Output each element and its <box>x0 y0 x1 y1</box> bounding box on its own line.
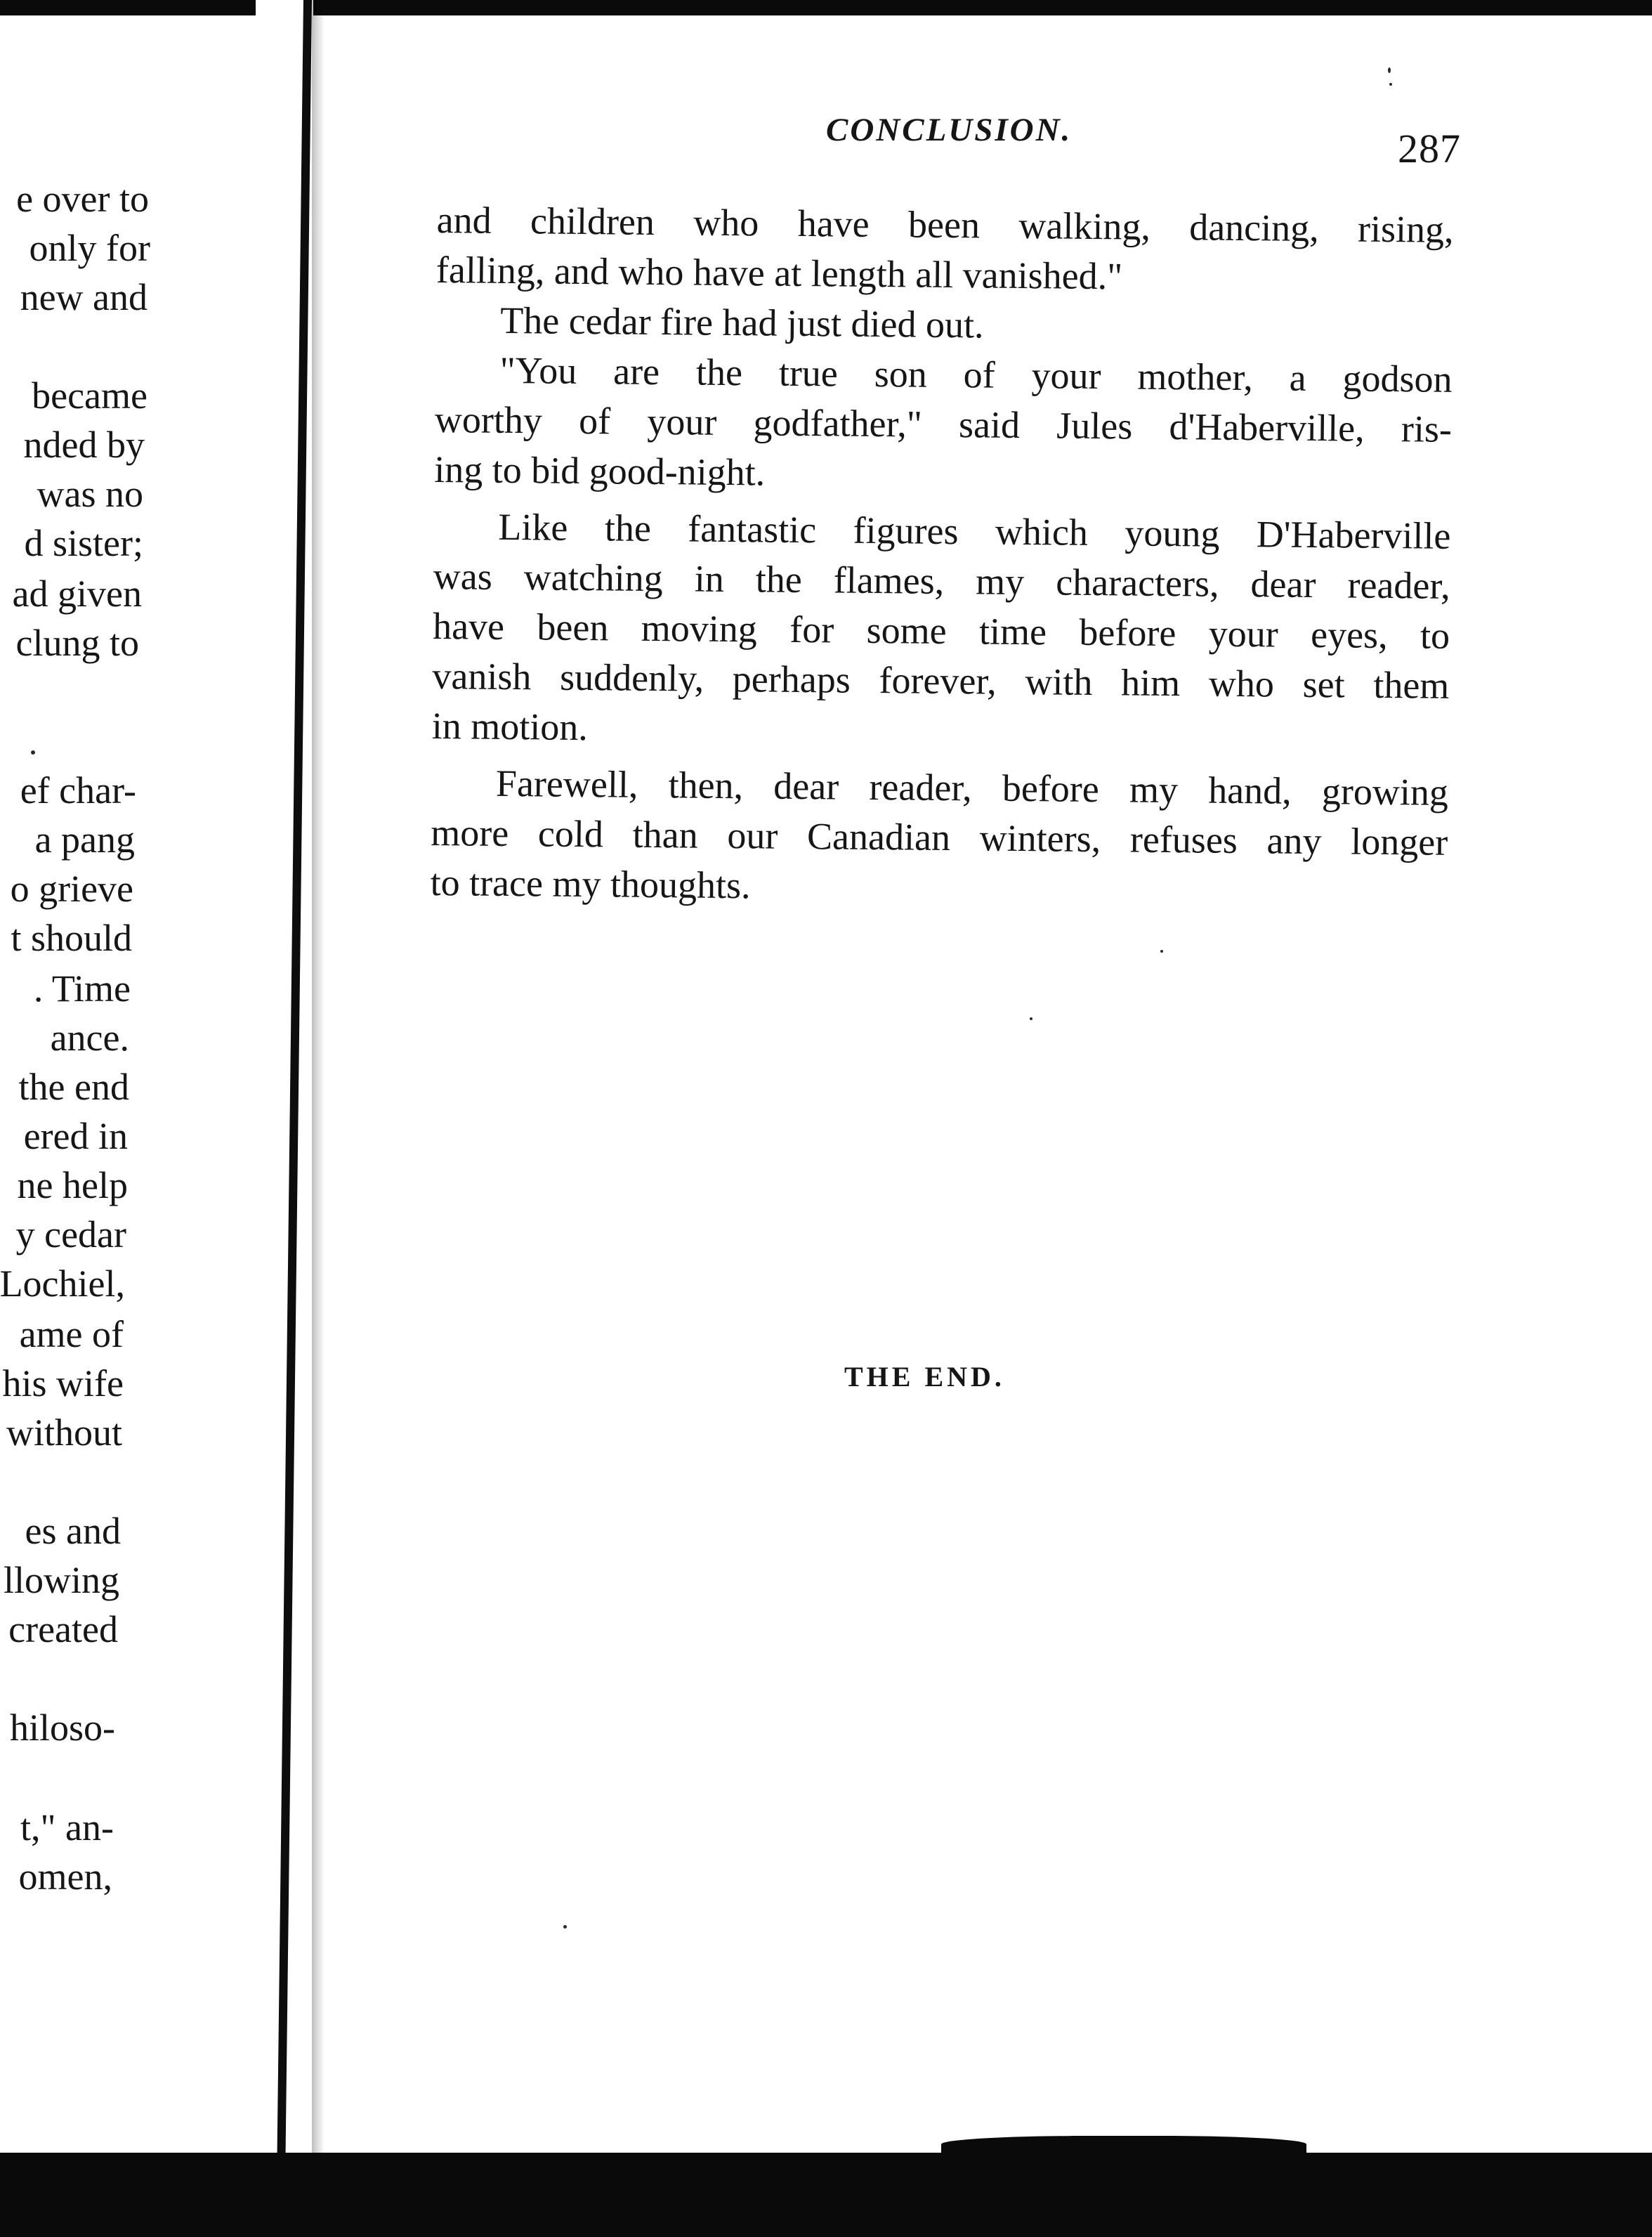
left-page-line: only for <box>29 227 150 269</box>
running-head: CONCLUSION. <box>826 112 1073 148</box>
text-line: was watching in the flames, my characters, dear reader, <box>433 554 1451 607</box>
text-line: The cedar fire had just died out. <box>500 299 984 346</box>
text-line: worthy of your godfather," said Jules d'Haberville, ris- <box>434 398 1453 450</box>
text-line: Farewell, then, dear reader, before my hand, growing <box>495 762 1449 814</box>
left-page-line: nded by <box>23 424 145 466</box>
left-page-line: hiloso- <box>9 1707 115 1749</box>
text-line: to trace my thoughts. <box>430 861 751 907</box>
left-page-line: . Time <box>33 967 131 1010</box>
ink-speck <box>1388 67 1391 73</box>
ink-speck <box>563 1925 567 1929</box>
left-page-line: ered in <box>23 1115 128 1157</box>
text-line: vanish suddenly, perhaps forever, with him who set them <box>432 654 1450 707</box>
left-page-line: es and <box>25 1510 121 1552</box>
left-page-line: ne help <box>17 1164 128 1206</box>
left-page-line: e over to <box>16 178 149 220</box>
text-line: falling, and who have at length all vanished." <box>435 248 1123 298</box>
left-page-line: without <box>6 1411 122 1454</box>
left-page-line: t should <box>11 917 132 959</box>
scan-border-bottom <box>0 2153 1652 2237</box>
left-page-line: a pang <box>34 819 135 861</box>
ink-speck <box>31 750 35 755</box>
left-page-line: ef char- <box>20 769 136 811</box>
ink-speck <box>1389 83 1392 86</box>
left-page-line: Lochiel, <box>0 1263 125 1305</box>
left-page-line: became <box>32 374 148 417</box>
left-page-line: omen, <box>18 1856 112 1898</box>
left-page-line: y cedar <box>15 1213 126 1256</box>
ink-speck <box>1160 950 1163 953</box>
left-page-line: llowing <box>3 1559 119 1601</box>
left-page-line: the end <box>18 1066 129 1108</box>
text-line: "You are the true son of your mother, a godson <box>499 348 1453 400</box>
left-page-line: ance. <box>50 1017 129 1059</box>
left-page-line: ame of <box>19 1313 124 1355</box>
body-text <box>430 195 1454 918</box>
the-end-label: THE END. <box>844 1361 1005 1393</box>
left-page-line: o grieve <box>10 868 133 910</box>
text-line: more cold than our Canadian winters, refuses any longer <box>431 811 1448 863</box>
text-line: Like the fantastic figures which young D'Haberville <box>498 505 1451 557</box>
text-line: have been moving for some time before your eyes, to <box>432 604 1450 657</box>
left-page-line: new and <box>20 276 148 318</box>
left-page-line: t," an- <box>20 1806 114 1848</box>
left-page-line: was no <box>37 473 143 515</box>
left-page-line: d sister; <box>24 522 143 564</box>
text-line: and children who have been walking, dancing, rising, <box>436 198 1454 251</box>
ink-speck <box>1030 1017 1032 1020</box>
left-page-line: ad given <box>12 573 142 615</box>
text-line: in motion. <box>431 704 589 749</box>
left-page-line: clung to <box>15 622 139 664</box>
left-page-line: his wife <box>2 1362 124 1404</box>
page-number: 287 <box>1398 126 1461 171</box>
text-line: ing to bid good-night. <box>433 448 766 494</box>
left-page-line: created <box>8 1608 118 1650</box>
